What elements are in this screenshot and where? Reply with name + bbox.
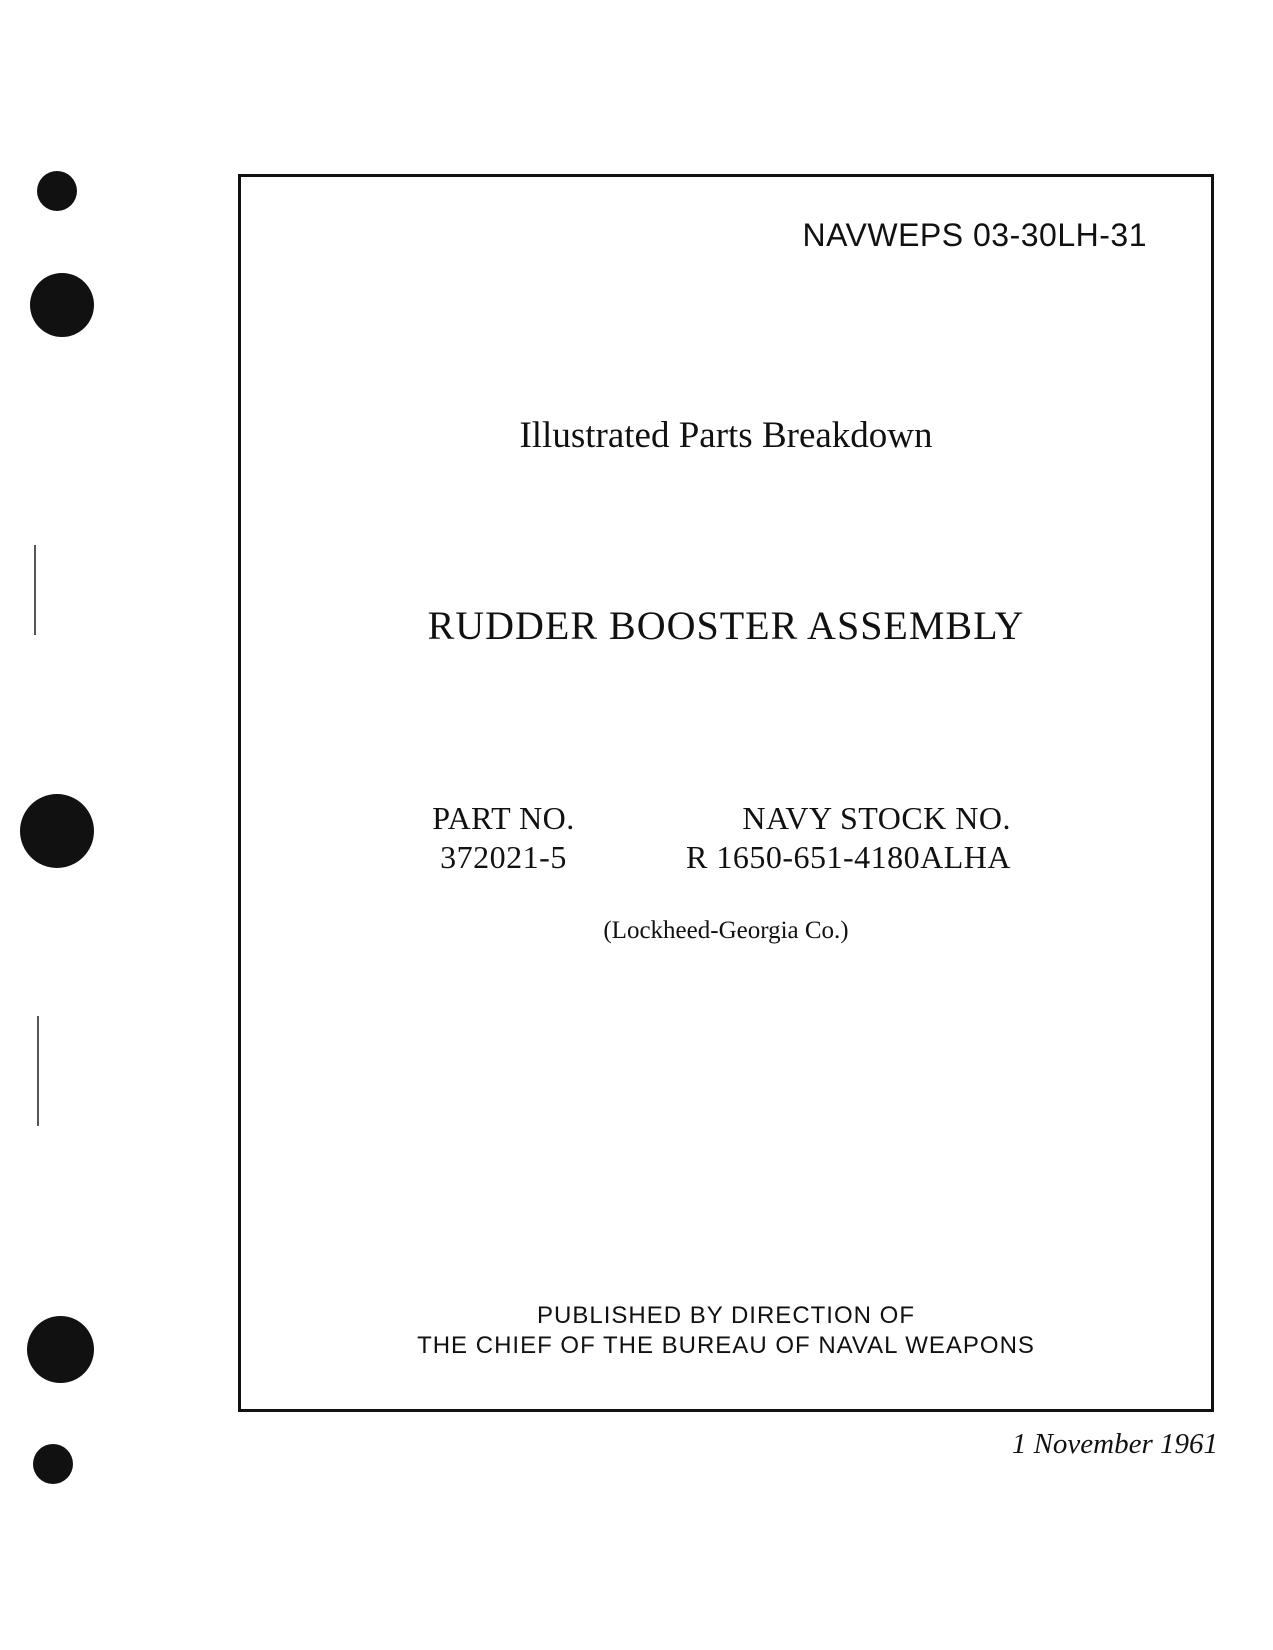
document-title: RUDDER BOOSTER ASSEMBLY xyxy=(427,603,1025,648)
punch-hole xyxy=(37,171,77,211)
part-number-heading: PART NO. xyxy=(432,800,575,836)
navy-stock-value: R 1650-651-4180ALHA xyxy=(685,839,1011,875)
scan-mark xyxy=(34,545,36,635)
punch-hole xyxy=(27,1316,94,1383)
manufacturer: (Lockheed-Georgia Co.) xyxy=(603,917,849,944)
publisher-line-1: PUBLISHED BY DIRECTION OF xyxy=(537,1302,915,1329)
document-subtitle: Illustrated Parts Breakdown xyxy=(519,415,933,456)
navy-stock-heading: NAVY STOCK NO. xyxy=(742,800,1011,836)
publisher-statement xyxy=(241,1301,1211,1361)
punch-hole xyxy=(20,794,94,868)
part-number-value: 372021-5 xyxy=(440,839,567,875)
publication-date: 1 November 1961 xyxy=(1011,1428,1218,1460)
cover-frame xyxy=(238,174,1214,1412)
document-number: NAVWEPS 03-30LH-31 xyxy=(802,217,1147,253)
punch-hole xyxy=(30,273,94,337)
publisher-line-2: THE CHIEF OF THE BUREAU OF NAVAL WEAPONS xyxy=(417,1332,1035,1359)
scan-mark xyxy=(37,1016,39,1126)
punch-hole xyxy=(33,1444,73,1484)
